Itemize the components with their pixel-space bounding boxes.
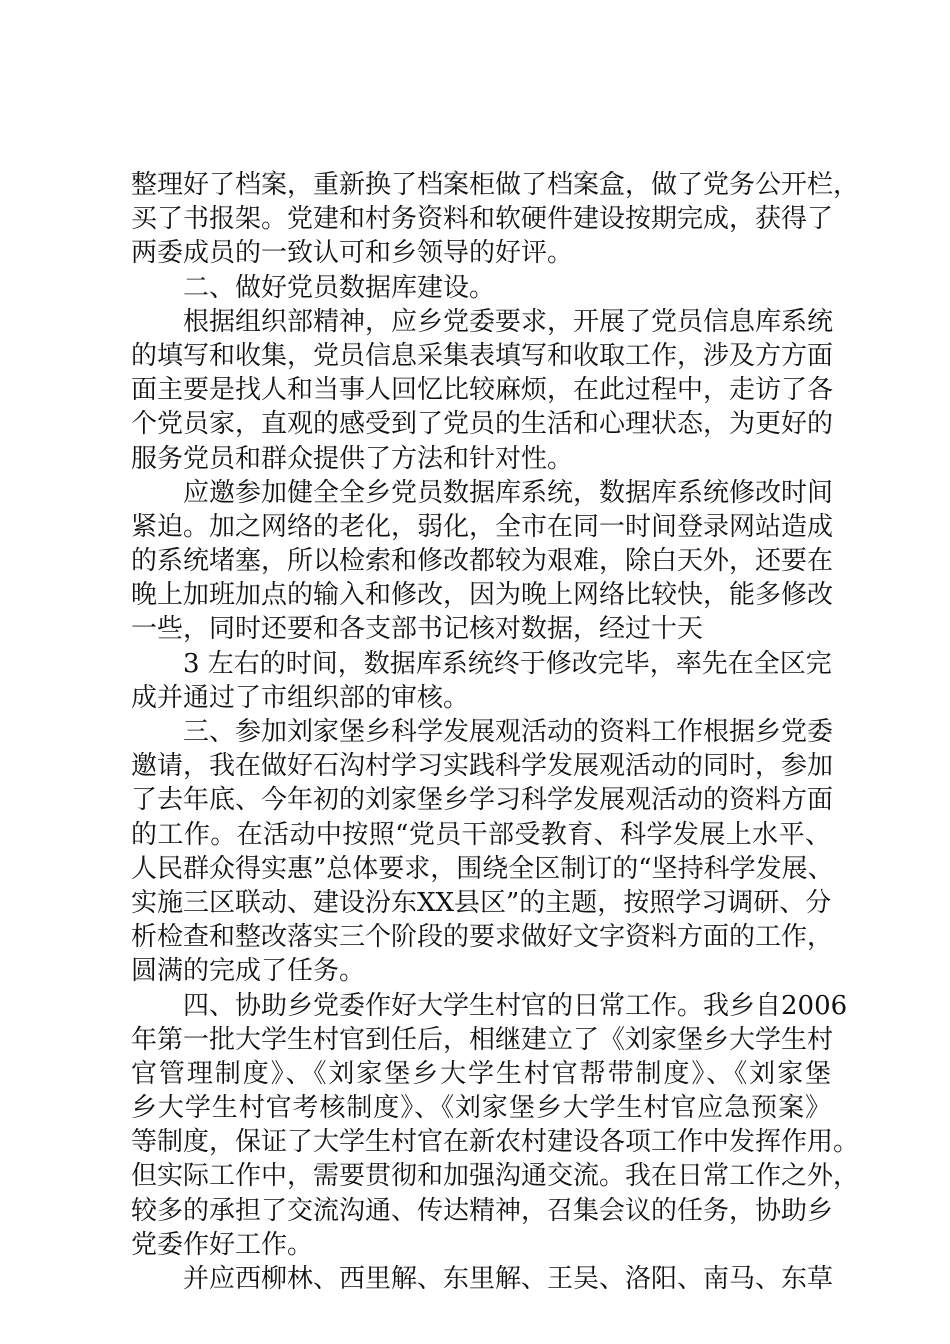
paragraph-first-line: 二、做好党员数据库建设。 (183, 272, 496, 303)
text-line: 晚上加班加点的输入和修改，因为晚上网络比较快，能多修改 (131, 580, 834, 611)
text-line: 紧迫。加之网络的老化，弱化，全市在同一时间登录网站造成 (131, 511, 834, 542)
text-line: 官管理制度》、《刘家堡乡大学生村官帮带制度》、《刘家堡 (131, 1058, 831, 1089)
text-line: 的填写和收集，党员信息采集表填写和收取工作，涉及方方面 (131, 340, 834, 371)
text-line: 邀请，我在做好石沟村学习实践科学发展观活动的同时，参加 (131, 751, 834, 782)
text-line: 面主要是找人和当事人回忆比较麻烦，在此过程中，走访了各 (131, 375, 834, 406)
paragraph-first-line: 3 左右的时间，数据库系统终于修改完毕，率先在全区完 (183, 648, 832, 679)
text-line: 的工作。在活动中按照“党员干部受教育、科学发展上水平、 (131, 819, 831, 850)
text-line: 等制度，保证了大学生村官在新农村建设各项工作中发挥作用。 (131, 1127, 860, 1158)
text-line: 党委作好工作。 (131, 1229, 314, 1260)
text-line: 了去年底、今年初的刘家堡乡学习科学发展观活动的资料方面 (131, 785, 834, 816)
paragraph-first-line: 根据组织部精神，应乡党委要求，开展了党员信息库系统 (183, 306, 834, 337)
text-line: 个党员家，直观的感受到了党员的生活和心理状态，为更好的 (131, 409, 834, 440)
text-line: 成并通过了市组织部的审核。 (131, 682, 470, 713)
paragraph-first-line: 应邀参加健全全乡党员数据库系统，数据库系统修改时间 (183, 477, 834, 508)
document-body (131, 168, 860, 1296)
paragraph-first-line: 四、协助乡党委作好大学生村官的日常工作。我乡自2006 (183, 990, 848, 1021)
text-line: 乡大学生村官考核制度》、《刘家堡乡大学生村官应急预案》 (131, 1093, 831, 1124)
text-line: 圆满的完成了任务。 (131, 956, 366, 987)
text-line: 整理好了档案，重新换了档案柜做了档案盒，做了党务公开栏， (131, 170, 860, 200)
text-line: 的系统堵塞，所以检索和修改都较为艰难，除白天外，还要在 (131, 546, 834, 577)
text-line: 两委成员的一致认可和乡领导的好评。 (131, 238, 574, 269)
text-line: 人民群众得实惠”总体要求，围绕全区制订的“坚持科学发展、 (131, 853, 834, 884)
paragraph-first-line: 三、参加刘家堡乡科学发展观活动的资料工作根据乡党委 (183, 717, 834, 747)
text-line: 服务党员和群众提供了方法和针对性。 (131, 443, 574, 474)
text-line: 一些，同时还要和各支部书记核对数据，经过十天 (131, 614, 704, 645)
text-line: 年第一批大学生村官到任后，相继建立了《刘家堡乡大学生村 (131, 1024, 834, 1055)
text-line: 买了书报架。党建和村务资料和软硬件建设按期完成，获得了 (131, 204, 834, 235)
text-line: 析检查和整改落实三个阶段的要求做好文字资料方面的工作， (131, 922, 834, 953)
text-line: 但实际工作中，需要贯彻和加强沟通交流。我在日常工作之外， (131, 1161, 860, 1192)
text-line: 较多的承担了交流沟通、传达精神，召集会议的任务，协助乡 (131, 1195, 834, 1226)
paragraph-first-line: 并应西柳林、西里解、东里解、王吴、洛阳、南马、东草 (183, 1264, 834, 1294)
text-line: 实施三区联动、建设汾东XX县区”的主题，按照学习调研、分 (131, 887, 832, 918)
